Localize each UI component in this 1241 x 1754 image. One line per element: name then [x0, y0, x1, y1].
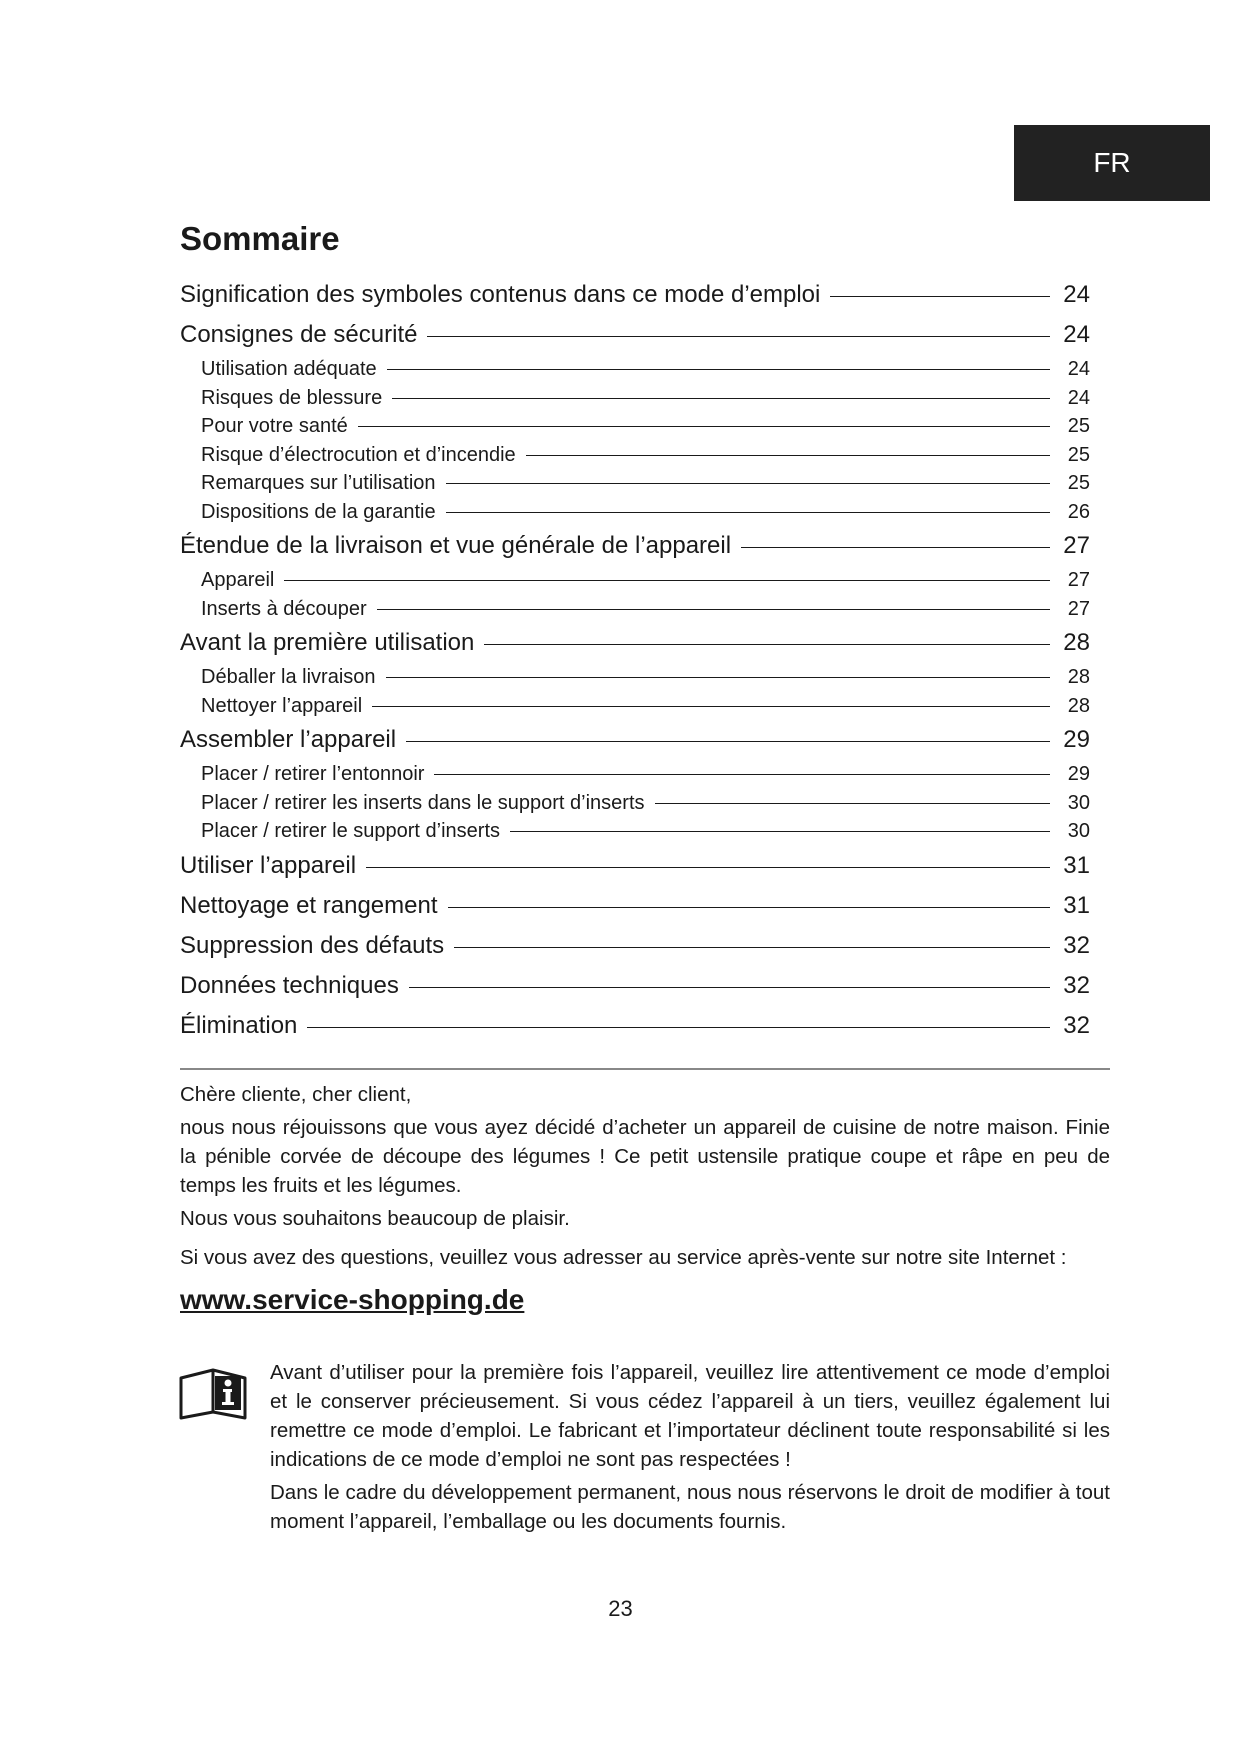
toc-entry-page: 24 [1067, 386, 1090, 409]
questions-text: Si vous avez des questions, veuillez vous adresser au service après-vente sur notre site Internet : [180, 1246, 1067, 1269]
toc-entry-label: Risque d’électrocution et d’incendie [201, 443, 516, 466]
toc-leader-line [372, 706, 1050, 707]
toc-entry-label: Remarques sur l’utilisation [201, 472, 436, 494]
notice-section [270, 1358, 1110, 1540]
toc-entry-label: Assembler l’appareil [180, 726, 397, 753]
toc-entry-label: Données techniques [180, 971, 399, 999]
toc-entry-label: Dispositions de la garantie [201, 500, 436, 523]
toc-leader-line [284, 580, 1050, 581]
manual-info-icon [178, 1366, 248, 1422]
toc-entry-label: Élimination [180, 1011, 298, 1039]
toc-entry-label: Consignes de sécurité [180, 321, 418, 348]
toc-leader-line [830, 296, 1050, 297]
toc-entry-page: 27 [1067, 569, 1090, 591]
toc-entry-page: 27 [1067, 597, 1090, 620]
toc-entry[interactable] [180, 926, 1090, 966]
toc-entry-page: 24 [1063, 321, 1090, 348]
toc-entry-page: 30 [1067, 820, 1090, 842]
toc-entry[interactable] [180, 760, 1090, 789]
toc-entry-label: Utilisation adéquate [201, 358, 377, 380]
toc-leader-line [526, 455, 1050, 456]
toc-entry-label: Pour votre santé [201, 415, 348, 437]
toc-entry[interactable] [180, 384, 1090, 413]
toc-entry-page: 26 [1067, 500, 1090, 523]
toc-leader-line [446, 512, 1050, 513]
toc-entry-label: Déballer la livraison [201, 666, 376, 688]
toc-leader-line [448, 907, 1051, 908]
toc-entry-label: Placer / retirer l’entonnoir [201, 763, 425, 785]
page-number: 23 [608, 1596, 633, 1621]
toc-entry[interactable] [180, 595, 1090, 624]
toc-leader-line [510, 831, 1050, 832]
toc-entry-label: Signification des symboles contenus dans ce mode d’emploi [180, 281, 821, 308]
toc-leader-line [366, 867, 1050, 868]
toc-entry[interactable] [180, 498, 1090, 527]
section-divider [180, 1068, 1110, 1070]
toc-entry[interactable] [180, 355, 1090, 384]
toc-entry-label: Utiliser l’appareil [180, 851, 357, 879]
language-tab: FR [1014, 125, 1210, 201]
toc-leader-line [446, 483, 1050, 484]
toc-leader-line [434, 774, 1050, 775]
toc-entry[interactable] [180, 315, 1090, 355]
toc-entry-page: 32 [1063, 1011, 1090, 1039]
notice-paragraph-1: Avant d’utiliser pour la première fois l’appareil, veuillez lire attentivement ce mode d’emploi et le conserver précieusement. Si vous cédez l’appareil à un tiers, veuillez également lui remettre ce mode d’emploi. Le fabricant et l’importateur déclinent toute responsabilité si les indications de ce mode d’emploi ne sont pas respectées ! [270, 1361, 1110, 1471]
toc-entry-label: Appareil [201, 569, 275, 591]
intro-section [180, 1080, 1110, 1276]
toc-entry[interactable] [180, 720, 1090, 760]
toc-leader-line [454, 947, 1050, 948]
toc-entry-page: 25 [1067, 443, 1090, 466]
toc-entry-page: 31 [1063, 851, 1090, 879]
toc-entry[interactable] [180, 1006, 1090, 1046]
toc-leader-line [307, 1027, 1050, 1028]
toc-entry-label: Placer / retirer le support d’inserts [201, 820, 501, 842]
toc-entry-label: Risques de blessure [201, 386, 383, 409]
toc-entry-page: 31 [1063, 891, 1090, 919]
toc-entry-label: Placer / retirer les inserts dans le support d’inserts [201, 791, 645, 814]
toc-entry[interactable] [180, 846, 1090, 886]
toc-entry-page: 29 [1067, 763, 1090, 785]
toc-leader-line [392, 398, 1050, 399]
toc-entry-label: Nettoyage et rangement [180, 891, 438, 919]
page-title: Sommaire [180, 220, 340, 257]
toc-leader-line [358, 426, 1050, 427]
toc-entry-page: 28 [1067, 666, 1090, 688]
toc-entry-page: 28 [1067, 694, 1090, 717]
toc-entry-page: 24 [1067, 358, 1090, 380]
toc-entry[interactable] [180, 692, 1090, 721]
toc-leader-line [484, 644, 1050, 645]
notice-paragraph-2: Dans le cadre du développement permanent, nous nous réservons le droit de modifier à tout moment l’appareil, l’emballage ou les documents fournis. [270, 1481, 1110, 1533]
toc-entry-page: 32 [1063, 931, 1090, 959]
toc-entry[interactable] [180, 469, 1090, 498]
toc-leader-line [406, 741, 1050, 742]
toc-entry-page: 25 [1067, 415, 1090, 437]
greeting: Chère cliente, cher client, [180, 1083, 412, 1106]
toc-entry-label: Étendue de la livraison et vue générale de l’appareil [180, 532, 732, 559]
toc-entry[interactable] [180, 623, 1090, 663]
toc-leader-line [409, 987, 1050, 988]
toc-leader-line [655, 803, 1050, 804]
toc-entry-label: Inserts à découper [201, 597, 367, 620]
toc-entry[interactable] [180, 966, 1090, 1006]
toc-entry-page: 30 [1067, 791, 1090, 814]
toc-entry[interactable] [180, 275, 1090, 315]
toc-entry-page: 27 [1063, 532, 1090, 559]
toc-entry[interactable] [180, 526, 1090, 566]
toc-entry-label: Nettoyer l’appareil [201, 694, 363, 717]
toc-entry[interactable] [180, 886, 1090, 926]
toc-leader-line [741, 547, 1050, 548]
toc-entry-page: 32 [1063, 971, 1090, 999]
toc-entry-label: Avant la première utilisation [180, 629, 475, 656]
toc-entry-label: Suppression des défauts [180, 931, 445, 959]
toc-entry[interactable] [180, 663, 1090, 692]
toc-entry[interactable] [180, 441, 1090, 470]
wish-text: Nous vous souhaitons beaucoup de plaisir. [180, 1207, 570, 1230]
table-of-contents [180, 275, 1090, 1046]
toc-entry-page: 29 [1063, 726, 1090, 753]
toc-entry-page: 25 [1067, 472, 1090, 494]
toc-leader-line [386, 677, 1050, 678]
toc-leader-line [387, 369, 1050, 370]
website-link[interactable]: www.service-shopping.de [180, 1284, 525, 1315]
toc-leader-line [377, 609, 1050, 610]
toc-entry[interactable] [180, 412, 1090, 441]
toc-entry[interactable] [180, 817, 1090, 846]
toc-entry[interactable] [180, 566, 1090, 595]
toc-entry[interactable] [180, 789, 1090, 818]
toc-leader-line [427, 336, 1050, 337]
intro-paragraph: nous nous réjouissons que vous ayez décidé d’acheter un appareil de cuisine de notre maison. Finie la pénible corvée de découpe des légumes ! Ce petit ustensile pratique coupe et râpe en peu de temps les fruits et les légumes. [180, 1116, 1110, 1197]
toc-entry-page: 24 [1063, 281, 1090, 308]
toc-entry-page: 28 [1063, 629, 1090, 656]
